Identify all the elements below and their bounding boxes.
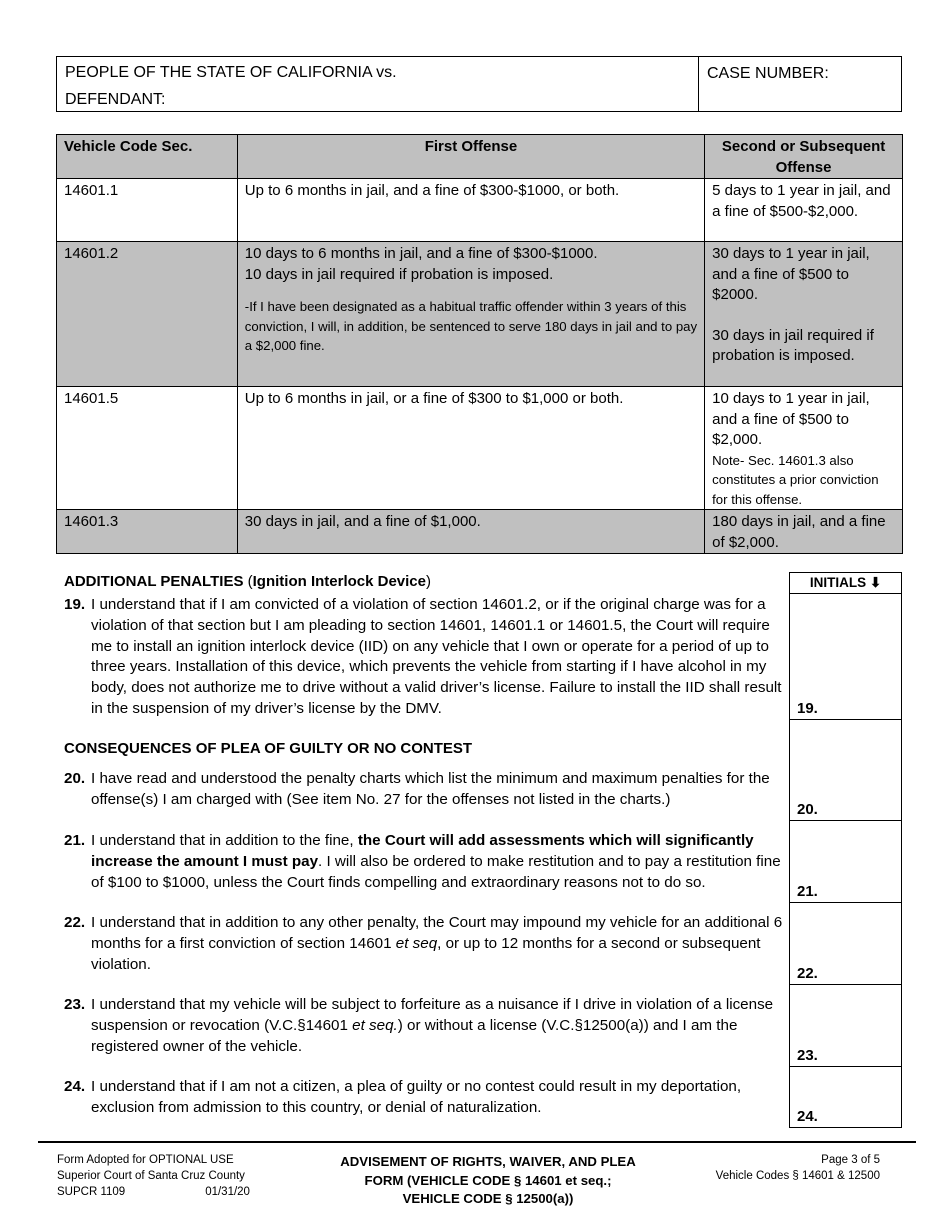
item-19: 19. I understand that if I am convicted of a violation of section 14601.2, or if the original charge was for a violation of that section but I am pleading to section 14601, 14601.1 or 14601.5, the Court will require me to install an ignition interlock device (IID) on any vehicle that I own or operate for a period of up to three years. Installation of this device, which prevents the vehicle from starting if I have alcohol in my body, does not authorize me to drive without a valid driver’s license. Failure to install the IID shall result in the suspension of my driver’s license by the DMV. [64,596,782,717]
row-second: 180 days in jail, and a fine of $2,000. [705,510,903,554]
vehicle-codes: Vehicle Codes § 14601 & 12500 [715,1170,880,1182]
row-first: Up to 6 months in jail, or a fine of $300 to $1,000 or both. [237,387,704,510]
penalty-table [56,134,903,554]
item-23: 23. I understand that my vehicle will be subject to forfeiture as a nuisance if I drive in violation of a license suspension or revocation (V.C.§14601 et seq.) or without a license (V.C.§12500(a)) and I am the registered owner of the vehicle. [64,996,774,1055]
initials-box-20[interactable]: 20. [789,719,902,821]
initials-box-23[interactable]: 23. [789,984,902,1067]
col-header-code: Vehicle Code Sec. [57,135,238,179]
table-row [57,179,903,242]
consequences-heading: CONSEQUENCES OF PLEA OF GUILTY OR NO CONTEST [64,740,473,757]
item-22: 22. I understand that in addition to any other penalty, the Court may impound my vehicle for an additional 6 months for a first conviction of section 14601 et seq, or up to 12 months for a second or subsequent violation. [64,914,783,973]
row-first: 10 days to 6 months in jail, and a fine of $300-$1000. 10 days in jail required if probation is imposed. -If I have been designated as a habitual traffic offender within 3 years of this conviction, I will, in addition, be sentenced to serve 180 days in jail and to pay a $2,000 fine. [237,242,704,387]
row-code: 14601.3 [57,510,238,554]
footer-right [690,1152,880,1184]
table-row [57,387,903,510]
additional-penalties-heading: ADDITIONAL PENALTIES (Ignition Interlock Device) [64,573,431,590]
initials-box-24[interactable]: 24. [789,1066,902,1128]
initials-box-19[interactable]: 19. [789,593,902,720]
caption-parties [57,57,699,111]
row-code: 14601.1 [57,179,238,242]
footer-left: Form Adopted for OPTIONAL USE Superior Court of Santa Cruz County SUPCR 1109 01/31/20 [57,1154,250,1198]
row-code: 14601.2 [57,242,238,387]
page-number: Page 3 of 5 [821,1154,880,1166]
table-header-row [57,135,903,179]
case-caption [56,56,902,112]
row-second: 10 days to 1 year in jail, and a fine of $500 to $2,000. Note- Sec. 14601.3 also constitutes a prior conviction for this offense. [705,387,903,510]
row-first: Up to 6 months in jail, and a fine of $300-$1000, or both. [237,179,704,242]
form-id: SUPCR 1109 [57,1186,126,1198]
initials-box-21[interactable]: 21. [789,820,902,903]
people-line: PEOPLE OF THE STATE OF CALIFORNIA vs. [65,64,397,81]
defendant-field[interactable]: DEFENDANT: [65,91,166,108]
col-header-second: Second or Subsequent Offense [705,135,903,179]
footer-divider [38,1141,916,1143]
initials-header: INITIALS ⬇ [789,572,902,594]
form-date: 01/31/20 [205,1186,250,1198]
row-second: 30 days to 1 year in jail, and a fine of $500 to $2000. 30 days in jail required if probation is imposed. [705,242,903,387]
row-second: 5 days to 1 year in jail, and a fine of $500-$2,000. [705,179,903,242]
item-24: 24. I understand that if I am not a citizen, a plea of guilty or no contest could result in my deportation, exclusion from admission to this country, or denial of naturalization. [64,1078,742,1116]
initials-box-22[interactable]: 22. [789,902,902,985]
table-row [57,242,903,387]
footer-form-title: ADVISEMENT OF RIGHTS, WAIVER, AND PLEA FORM (VEHICLE CODE § 14601 et seq.; VEHICLE CODE § 12500(a)) [340,1154,636,1206]
case-number-field[interactable]: CASE NUMBER: [707,65,829,82]
item-21: 21. I understand that in addition to the fine, the Court will add assessments which will significantly increase the amount I must pay. I will also be ordered to make restitution and to pay a restitution fine of $100 to $1000, unless the Court finds compelling and extraordinary reasons not to do so. [64,832,781,891]
row-code: 14601.5 [57,387,238,510]
row-first: 30 days in jail, and a fine of $1,000. [237,510,704,554]
col-header-first: First Offense [237,135,704,179]
table-row [57,510,903,554]
item-20: 20. I have read and understood the penalty charts which list the minimum and maximum penalties for the offense(s) I am charged with (See item No. 27 for the offenses not listed in the charts.) [64,770,770,808]
